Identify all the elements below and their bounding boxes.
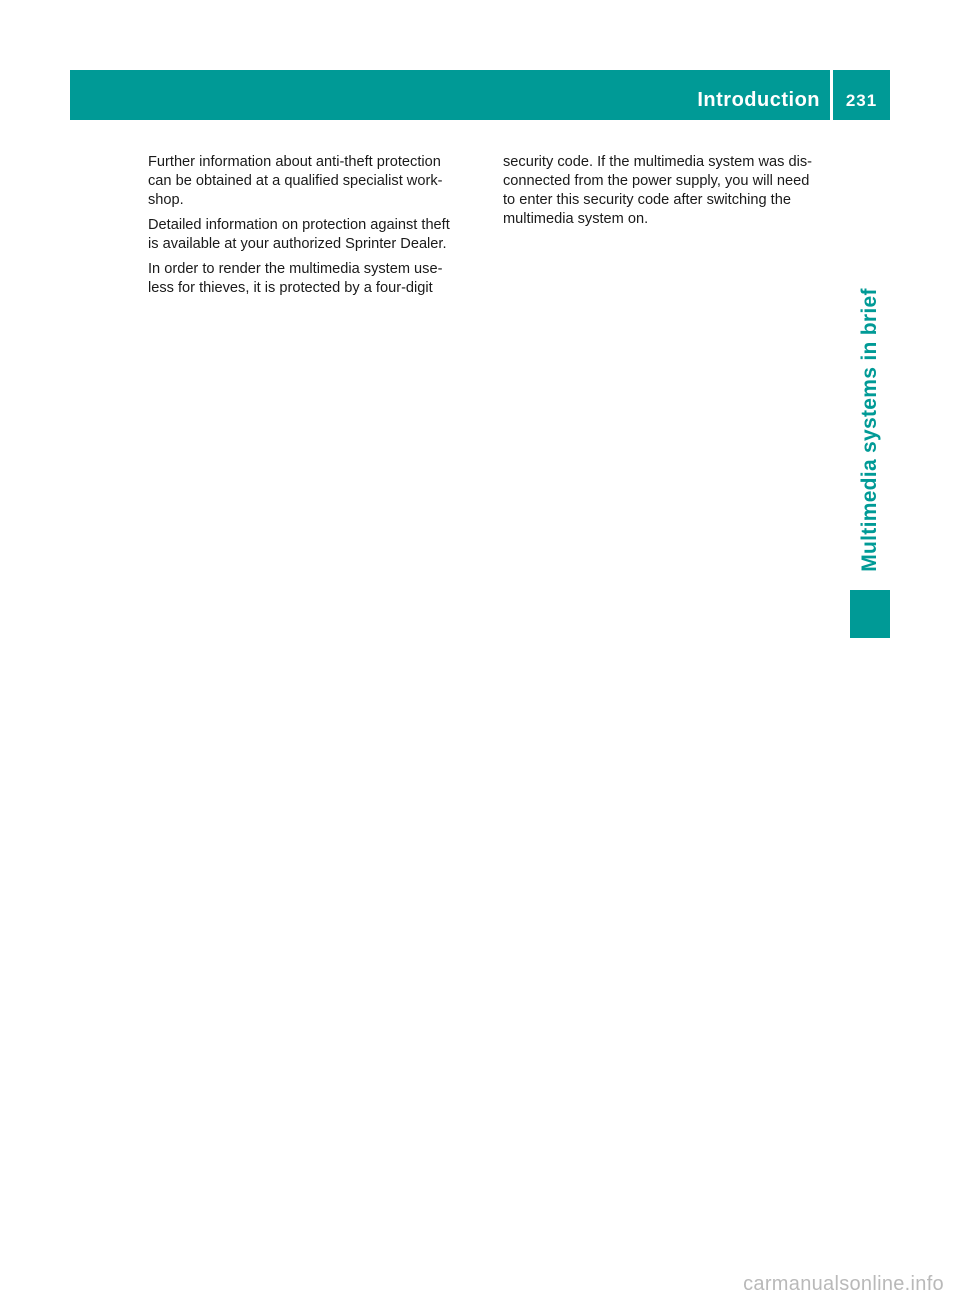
side-tab-marker [850, 590, 890, 638]
side-tab-label: Multimedia systems in brief [858, 288, 881, 572]
text-line: shop. [148, 192, 184, 208]
text-line: Detailed information on protection against theft [148, 217, 450, 233]
page-number: 231 [845, 91, 878, 110]
paragraph-security-code [148, 260, 488, 298]
text-line: less for thieves, it is protected by a four-digit [148, 280, 433, 296]
text-line: is available at your authorized Sprinter Dealer. [148, 236, 447, 252]
header-bar [70, 70, 890, 120]
section-title: Introduction [697, 89, 820, 111]
text-line: Further information about anti-theft protection [148, 154, 441, 170]
paragraph-security-code-continued [503, 153, 843, 229]
paragraph-dealer-info [148, 216, 488, 254]
text-line: can be obtained at a qualified specialist work- [148, 173, 443, 189]
watermark: carmanualsonline.info [743, 1273, 944, 1295]
right-column [503, 153, 843, 235]
text-line: connected from the power supply, you will need [503, 173, 810, 189]
paragraph-anti-theft-info [148, 153, 488, 210]
text-line: In order to render the multimedia system use- [148, 261, 443, 277]
text-line: multimedia system on. [503, 211, 649, 227]
text-line: security code. If the multimedia system was dis- [503, 154, 813, 170]
text-line: to enter this security code after switching the [503, 192, 791, 208]
left-column [148, 153, 488, 304]
